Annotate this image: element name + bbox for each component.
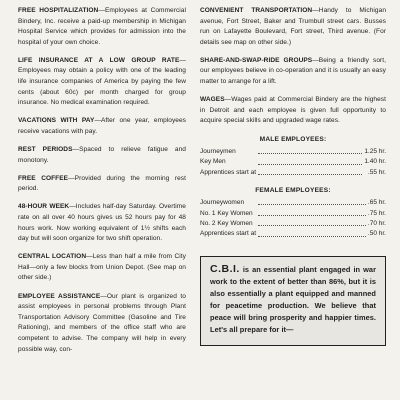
- female-employees-heading: FEMALE EMPLOYEES:: [255, 187, 331, 195]
- table-row: Journeywomen .65 hr.: [200, 199, 386, 207]
- female-wage-table: [200, 198, 386, 240]
- table-row: No. 2 Key Women .70 hr.: [200, 219, 386, 227]
- benefit-central-location: CENTRAL LOCATION—Less than half a mile from City Hall—only a few blocks from Union Depot. (See map on other side.): [18, 253, 186, 282]
- benefit-ride-groups: SHARE-AND-SWAP-RIDE GROUPS—Being a friendly sort, our employees believe in co-operation and it is usually an easy matter to arrange for a lift.: [200, 56, 386, 86]
- benefit-free-hospitalization: FREE HOSPITALIZATION—Employees at Commercial Bindery, Inc. receive a paid-up membership in Michigan Hospital Service which provides for admission into the hospital of your own choice.: [18, 7, 186, 46]
- cbi-statement-box: [200, 256, 386, 346]
- left-column: [18, 6, 186, 363]
- table-row: Key Men 1.40 hr.: [200, 158, 386, 166]
- benefit-employee-assistance: EMPLOYEE ASSISTANCE—Our plant is organized to assist employees in personal problems through Plant Transportation Advisory Committee (Gasoline and Tire Rationing), and members of the office staff who are competent to advise. The company will help in every possible way, con-: [18, 292, 186, 353]
- benefit-free-coffee: FREE COFFEE—Provided during the morning rest period.: [18, 174, 186, 193]
- benefit-vacations: VACATIONS WITH PAY—After one year, employees receive vacations with pay.: [18, 117, 186, 135]
- dot-leader: [258, 168, 362, 175]
- cbi-statement: C.B.I. is an essential plant engaged in war work to the extent of better than 86%, but it is also essentially a plant equipped and manned for peacetime production. We believe that peace will bring prosperity and happier times. Let's all prepare for it—: [210, 262, 376, 335]
- right-column: [200, 6, 386, 363]
- table-row: Apprentices start at .50 hr.: [200, 230, 386, 238]
- dot-leader: [258, 209, 366, 216]
- dot-leader: [258, 198, 366, 205]
- male-wage-table: [200, 147, 386, 178]
- male-employees-heading: MALE EMPLOYEES:: [259, 135, 327, 143]
- benefit-life-insurance: LIFE INSURANCE AT A LOW GROUP RATE—Employees may obtain a policy with one of the leading life insurance companies of America by paying the few cents (about 60c) per month charged for group insurance. No medical examination required.: [18, 56, 186, 107]
- benefit-transportation: CONVENIENT TRANSPORTATION—Handy to Michigan avenue, Fort Street, Baker and Trumbull street cars. Busses run on Lafayette Boulevard, Fort street, Third avenue. (For details see map on other side.): [200, 7, 387, 46]
- dot-leader: [258, 219, 366, 226]
- table-row: Apprentices start at .55 hr.: [200, 168, 386, 176]
- benefit-wages: WAGES—Wages paid at Commercial Bindery are the highest in Detroit and each employee is given full opportunity to acquire special skills and upgraded wage rates.: [200, 96, 386, 125]
- table-row: No. 1 Key Women .75 hr.: [200, 209, 386, 217]
- dot-leader: [258, 230, 366, 237]
- dot-leader: [258, 147, 362, 154]
- benefit-rest-periods: REST PERIODS—Spaced to relieve fatigue and monotony.: [18, 146, 186, 164]
- table-row: Journeymen 1.25 hr.: [200, 147, 386, 155]
- benefit-48-hour-week: 48-HOUR WEEK—Includes half-day Saturday. Overtime rate on all over 40 hours gives us 52 hours pay for 48 hours work. Now working equivalent of 1½ shifts each day but will soon organize for two shift operation.: [18, 203, 186, 243]
- columns: [18, 6, 390, 363]
- dot-leader: [258, 158, 362, 165]
